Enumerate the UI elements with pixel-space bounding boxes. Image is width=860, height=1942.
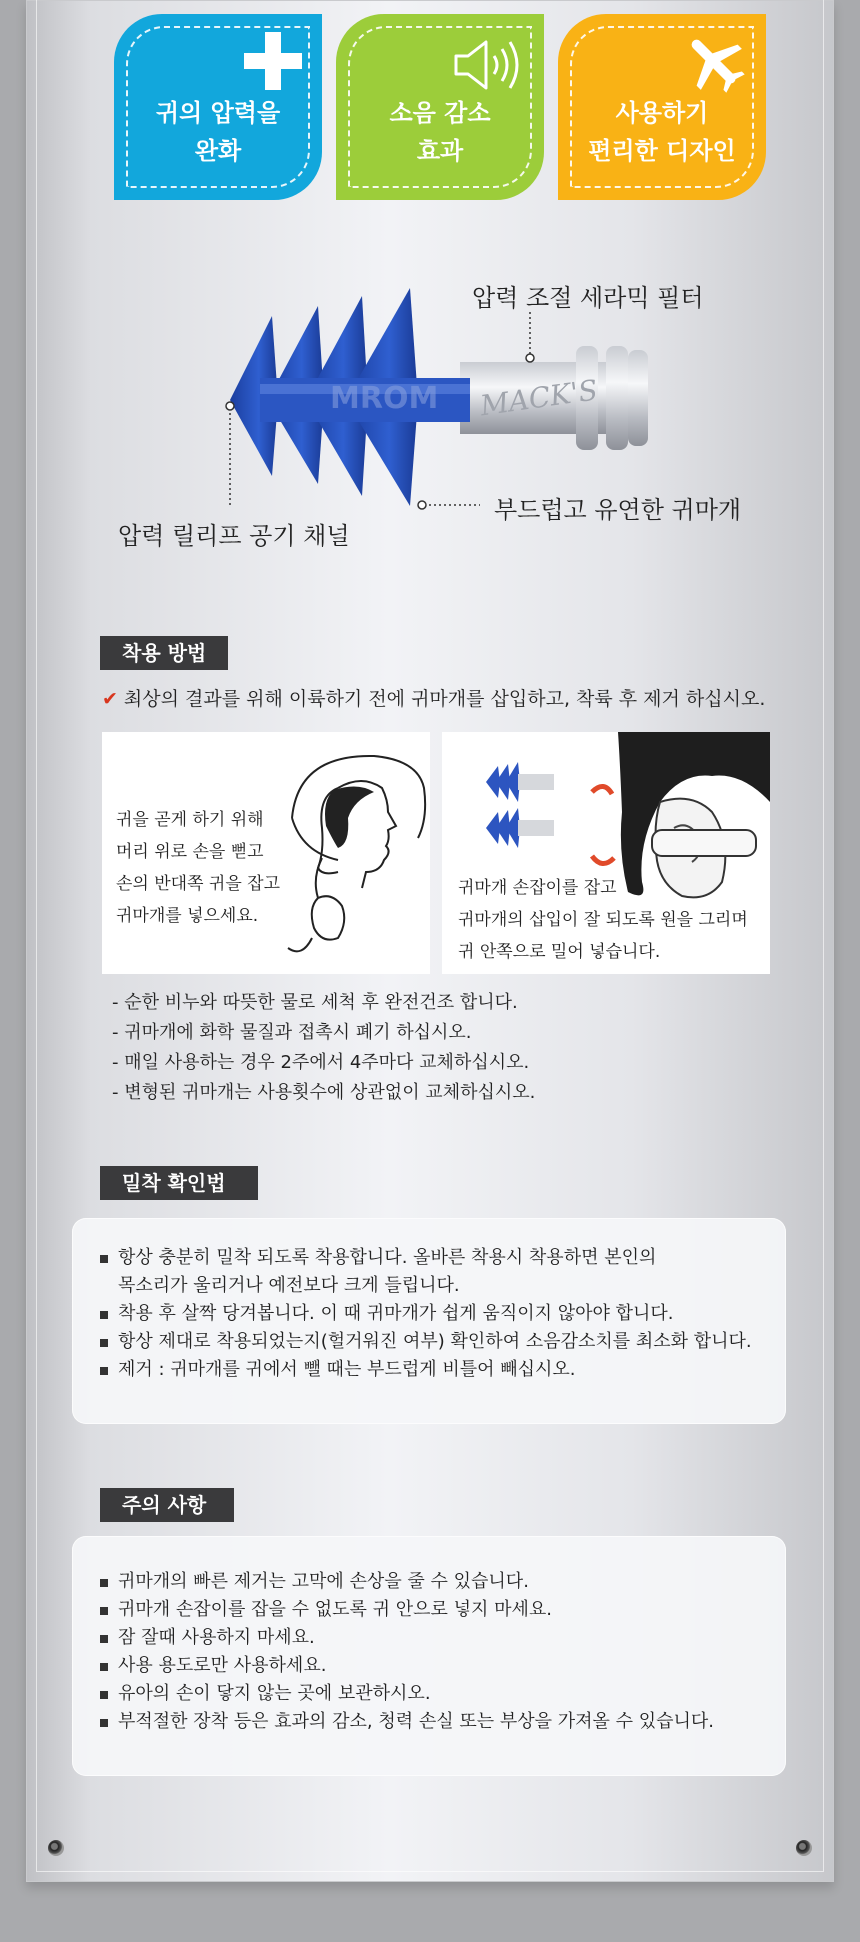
list-item: 부적절한 장착 등은 효과의 감소, 청력 손실 또는 부상을 가져올 수 있습니다. — [100, 1708, 714, 1736]
earplug-illustration — [0, 0, 860, 560]
list-item: 귀마개 손잡이를 잡을 수 없도록 귀 안으로 넣지 마세요. — [100, 1596, 714, 1624]
list-item: 잠 잘때 사용하지 마세요. — [100, 1624, 714, 1652]
list-item: 귀마개의 빠른 제거는 고막에 손상을 줄 수 있습니다. — [100, 1568, 714, 1596]
cautions-list — [100, 1568, 714, 1736]
feature-label: 사용하기 편리한 디자인 — [588, 99, 736, 165]
screw-icon — [48, 1840, 64, 1856]
step2-text: 귀마개 손잡이를 잡고 귀마개의 삽입이 잘 되도록 원을 그리며 귀 안쪽으로 밀어 넣습니다. — [458, 878, 748, 962]
brand-engraving: MACK'S — [478, 373, 600, 423]
illustration-step2 — [442, 732, 770, 974]
list-item: 제거 : 귀마개를 귀에서 뺄 때는 부드럽게 비틀어 빼십시오. — [100, 1356, 752, 1384]
care-note: - 순한 비누와 따뜻한 물로 세척 후 완전건조 합니다. — [112, 992, 518, 1013]
list-item: 착용 후 살짝 당겨봅니다. 이 때 귀마개가 쉽게 움직이지 않아야 합니다. — [100, 1300, 752, 1328]
fitcheck-list — [100, 1244, 752, 1384]
feature-label: 귀의 압력을 완화 — [155, 99, 281, 165]
list-item: 항상 충분히 밀착 되도록 착용합니다. 올바른 착용시 착용하면 본인의 목소리가 울리거나 예전보다 크게 들립니다. — [100, 1244, 752, 1300]
screw-icon — [796, 1840, 812, 1856]
head-sketch — [278, 748, 428, 968]
cautions-box — [72, 1536, 786, 1776]
cautions-heading: 주의 사항 — [100, 1488, 234, 1522]
care-notes — [112, 988, 535, 1108]
feature-label: 소음 감소 효과 — [389, 99, 491, 165]
howto-tip — [102, 684, 765, 711]
step1-text: 귀을 곧게 하기 위해 머리 위로 손을 뻗고 손의 반대쪽 귀을 잡고 귀마개를 넣으세요. — [116, 810, 281, 926]
checkmark-icon: ✔ — [102, 688, 118, 710]
list-item: 유아의 손이 닿지 않는 곳에 보관하시오. — [100, 1680, 714, 1708]
illustration-step1 — [102, 732, 430, 974]
fitcheck-box — [72, 1218, 786, 1424]
callout-channel: 압력 릴리프 공기 채널 — [118, 522, 350, 550]
fitcheck-heading: 밀착 확인법 — [100, 1166, 258, 1200]
list-item: 사용 용도로만 사용하세요. — [100, 1652, 714, 1680]
care-note: - 매일 사용하는 경우 2주에서 4주마다 교체하십시오. — [112, 1052, 530, 1073]
list-item: 항상 제대로 착용되었는지(헐거워진 여부) 확인하여 소음감소치를 최소화 합니다. — [100, 1328, 752, 1356]
howto-tip-text: 최상의 결과를 위해 이륙하기 전에 귀마개를 삽입하고, 착륙 후 제거 하십시오. — [123, 688, 766, 710]
care-note: - 귀마개에 화학 물질과 접촉시 폐기 하십시오. — [112, 1022, 472, 1043]
callout-earplug: 부드럽고 유연한 귀마개 — [494, 496, 742, 524]
watermark-text: MROM — [330, 381, 439, 416]
callout-filter: 압력 조절 세라믹 필터 — [472, 284, 704, 312]
howto-heading: 착용 방법 — [100, 636, 228, 670]
care-note: - 변형된 귀마개는 사용횟수에 상관없이 교체하십시오. — [112, 1082, 536, 1103]
